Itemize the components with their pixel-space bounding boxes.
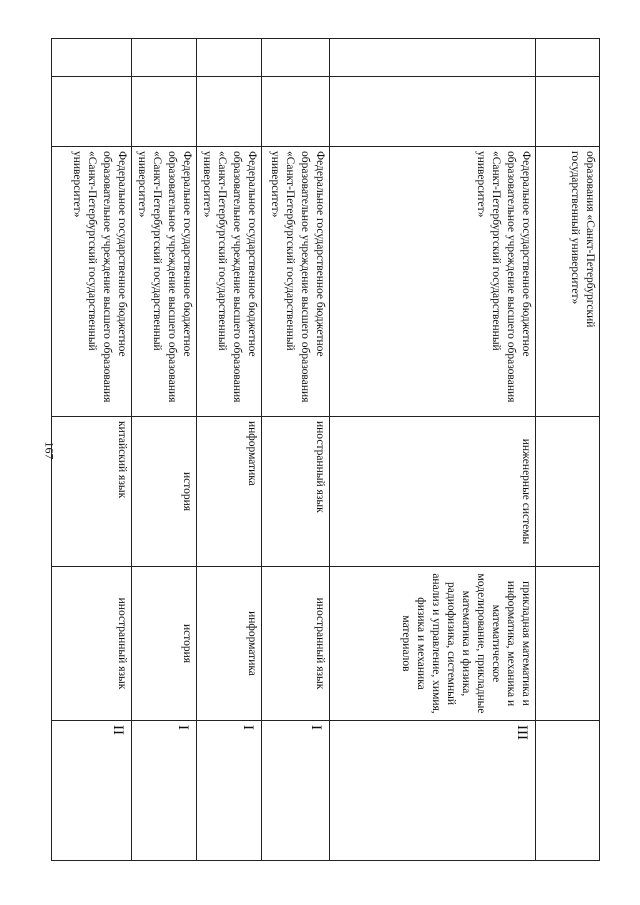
level-cell (536, 721, 600, 861)
blank-cell (536, 77, 600, 147)
table-row (536, 39, 600, 861)
organization-cell: Федеральное государственное бюджетное образовательное учреждение высшего образования «Санкт-Петербургский государственный университет» (52, 147, 132, 417)
direction-cell: история (132, 567, 197, 721)
number-cell (330, 39, 536, 77)
subject-cell: история (132, 417, 197, 567)
subject-cell: инженерные системы (330, 417, 536, 567)
subject-cell: иностранный язык (262, 417, 330, 567)
level-cell: III (330, 721, 536, 861)
direction-cell (536, 567, 600, 721)
blank-cell (132, 77, 197, 147)
blank-cell (262, 77, 330, 147)
blank-cell (330, 77, 536, 147)
number-cell (52, 39, 132, 77)
olympiad-table (51, 38, 600, 861)
subject-cell: китайский язык (52, 417, 132, 567)
page-number: 167 (42, 441, 57, 460)
organization-cell: образования «Санкт-Петербургский государственный университет» (536, 147, 600, 417)
level-cell: II (52, 721, 132, 861)
direction-cell: информатика (197, 567, 262, 721)
level-cell: I (197, 721, 262, 861)
organization-cell: Федеральное государственное бюджетное образовательное учреждение высшего образования «Санкт-Петербургский государственный университет» (197, 147, 262, 417)
rotated-table-container (60, 38, 600, 860)
direction-cell: иностранный язык (262, 567, 330, 721)
table-row (262, 39, 330, 861)
table-row (52, 39, 132, 861)
organization-cell: Федеральное государственное бюджетное образовательное учреждение высшего образования «Санкт-Петербургский государственный университет» (262, 147, 330, 417)
table-row (330, 39, 536, 861)
subject-cell (536, 417, 600, 567)
blank-cell (52, 77, 132, 147)
table-row (197, 39, 262, 861)
level-cell: I (132, 721, 197, 861)
number-cell (197, 39, 262, 77)
table-row (132, 39, 197, 861)
number-cell (536, 39, 600, 77)
subject-cell: информатика (197, 417, 262, 567)
direction-cell: прикладная математика и информатика, механика и математическое моделирование, прикладные математика и физика, радиофизика, системный анализ и управление, химия, физика и механика материалов (330, 567, 536, 721)
number-cell (262, 39, 330, 77)
number-cell (132, 39, 197, 77)
organization-cell: Федеральное государственное бюджетное образовательное учреждение высшего образования «Санкт-Петербургский государственный университет» (330, 147, 536, 417)
organization-cell: Федеральное государственное бюджетное образовательное учреждение высшего образования «Санкт-Петербургский государственный университет» (132, 147, 197, 417)
direction-cell: иностранный язык (52, 567, 132, 721)
blank-cell (197, 77, 262, 147)
level-cell: I (262, 721, 330, 861)
